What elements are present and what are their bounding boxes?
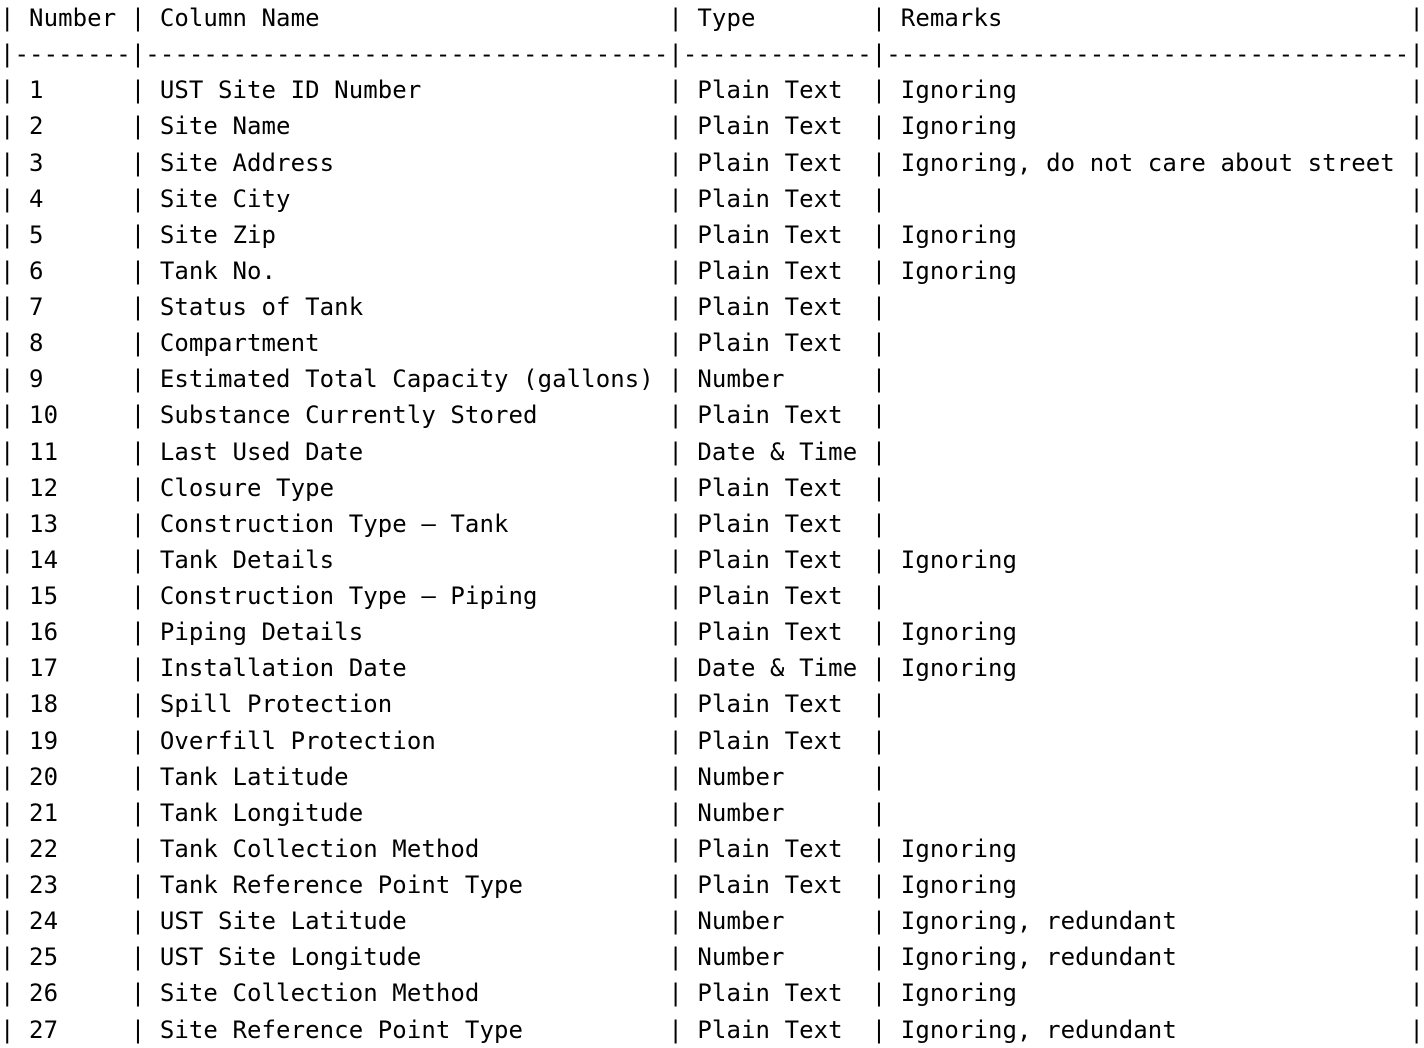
- table-row: | 12 | Closure Type | Plain Text | |: [0, 473, 1424, 502]
- table-row: | 16 | Piping Details | Plain Text | Ignoring |: [0, 618, 1424, 647]
- table-row: | 23 | Tank Reference Point Type | Plain Text | Ignoring |: [0, 871, 1424, 899]
- table-row: | 15 | Construction Type — Piping | Plain Text | |: [0, 582, 1424, 610]
- table-row: | 10 | Substance Currently Stored | Plain Text | |: [0, 401, 1424, 430]
- table-row: | 8 | Compartment | Plain Text | |: [0, 329, 1424, 358]
- table-row: | 14 | Tank Details | Plain Text | Ignoring |: [0, 545, 1424, 574]
- table-row: | 5 | Site Zip | Plain Text | Ignoring |: [0, 220, 1424, 249]
- table-separator-row: |--------|------------------------------------|-------------|------------------------------------|: [0, 40, 1424, 69]
- table-header-row: | Number | Column Name | Type | Remarks |: [0, 4, 1424, 32]
- table-row: | 3 | Site Address | Plain Text | Ignoring, do not care about street |: [0, 148, 1424, 177]
- table-row: | 20 | Tank Latitude | Number | |: [0, 762, 1424, 791]
- table-row: | 1 | UST Site ID Number | Plain Text | Ignoring |: [0, 76, 1424, 105]
- table-row: | 4 | Site City | Plain Text | |: [0, 184, 1424, 213]
- table-row: | 2 | Site Name | Plain Text | Ignoring |: [0, 112, 1424, 141]
- table-row: | 24 | UST Site Latitude | Number | Ignoring, redundant |: [0, 907, 1424, 936]
- table-row: | 11 | Last Used Date | Date & Time | |: [0, 437, 1424, 466]
- table-row: | 7 | Status of Tank | Plain Text | |: [0, 293, 1424, 321]
- table-row: | 17 | Installation Date | Date & Time | Ignoring |: [0, 654, 1424, 683]
- table-row: | 6 | Tank No. | Plain Text | Ignoring |: [0, 256, 1424, 285]
- table-row: | 18 | Spill Protection | Plain Text | |: [0, 690, 1424, 719]
- table-row: | 21 | Tank Longitude | Number | |: [0, 798, 1424, 827]
- table-row: | 27 | Site Reference Point Type | Plain Text | Ignoring, redundant |: [0, 1015, 1424, 1044]
- table-row: | 25 | UST Site Longitude | Number | Ignoring, redundant |: [0, 943, 1424, 972]
- table-row: | 13 | Construction Type — Tank | Plain Text | |: [0, 509, 1424, 538]
- table-row: | 9 | Estimated Total Capacity (gallons) | Number | |: [0, 365, 1424, 394]
- table-row: | 19 | Overfill Protection | Plain Text | |: [0, 726, 1424, 755]
- table-row: | 26 | Site Collection Method | Plain Text | Ignoring |: [0, 979, 1424, 1008]
- table-row: | 22 | Tank Collection Method | Plain Text | Ignoring |: [0, 834, 1424, 863]
